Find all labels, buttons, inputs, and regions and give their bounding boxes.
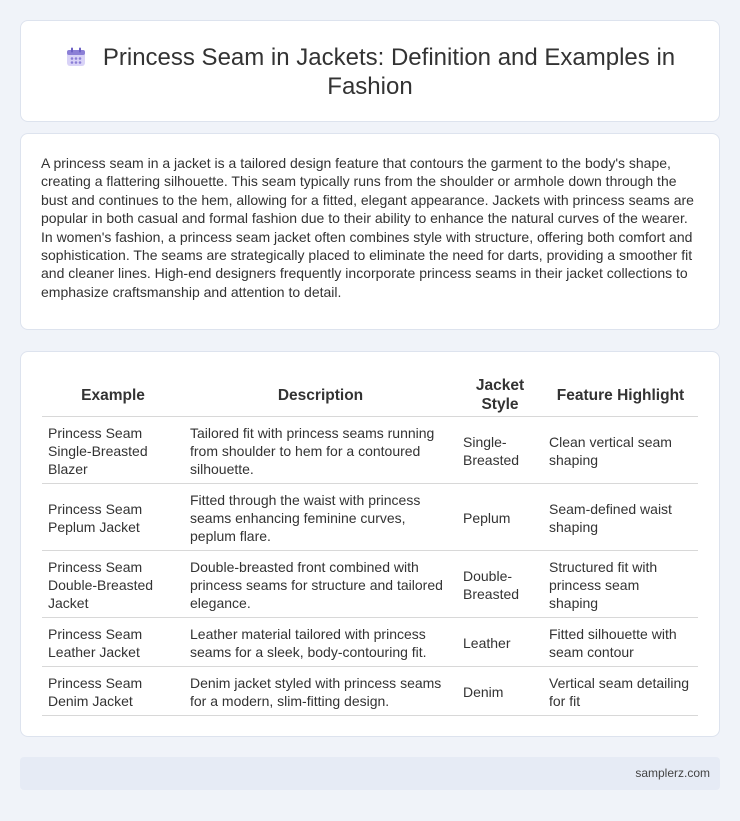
cell-description: Tailored fit with princess seams running from shoulder to hem for a contoured silhouette. bbox=[184, 417, 457, 484]
calendar-icon bbox=[65, 46, 87, 68]
cell-jacket-style: Leather bbox=[457, 618, 543, 667]
page-title-text: Princess Seam in Jackets: Definition and Examples in Fashion bbox=[102, 44, 676, 100]
cell-feature-highlight: Vertical seam detailing for fit bbox=[543, 667, 698, 716]
header-example: Example bbox=[42, 372, 184, 417]
cell-example: Princess Seam Peplum Jacket bbox=[42, 484, 184, 551]
page-title bbox=[61, 43, 679, 101]
cell-jacket-style: Double-Breasted bbox=[457, 551, 543, 618]
header-jacket-style: Jacket Style bbox=[457, 372, 543, 417]
intro-card bbox=[20, 133, 720, 330]
title-card bbox=[20, 20, 720, 122]
footer bbox=[20, 757, 720, 790]
table-card bbox=[20, 351, 720, 737]
table-row bbox=[42, 667, 698, 716]
header-description: Description bbox=[184, 372, 457, 417]
cell-description: Fitted through the waist with princess seams enhancing feminine curves, peplum flare. bbox=[184, 484, 457, 551]
footer-site-link[interactable]: samplerz.com bbox=[635, 766, 710, 780]
cell-jacket-style: Denim bbox=[457, 667, 543, 716]
intro-paragraph: A princess seam in a jacket is a tailored design feature that contours the garment to the body's shape, creating a flattering silhouette. This seam typically runs from the shoulder or armhole down through the bust and continues to the hem, allowing for a fitted, elegant appearance. Jackets with princess seams are popular in both casual and formal fashion due to their ability to enhance the natural curves of the wearer. In women's fashion, a princess seam jacket often combines style with structure, offering both comfort and sophistication. The seams are strategically placed to eliminate the need for darts, providing a smoother fit and cleaner lines. High-end designers frequently incorporate princess seams in their jacket collections to emphasize craftsmanship and attention to detail. bbox=[41, 155, 694, 300]
table-row bbox=[42, 484, 698, 551]
cell-feature-highlight: Structured fit with princess seam shaping bbox=[543, 551, 698, 618]
examples-table bbox=[42, 372, 698, 716]
cell-description: Double-breasted front combined with princess seams for structure and tailored elegance. bbox=[184, 551, 457, 618]
cell-jacket-style: Peplum bbox=[457, 484, 543, 551]
table-row bbox=[42, 417, 698, 484]
header-feature-highlight: Feature Highlight bbox=[543, 372, 698, 417]
table-row bbox=[42, 618, 698, 667]
cell-description: Leather material tailored with princess seams for a sleek, body-contouring fit. bbox=[184, 618, 457, 667]
cell-description: Denim jacket styled with princess seams for a modern, slim-fitting design. bbox=[184, 667, 457, 716]
table-row bbox=[42, 551, 698, 618]
cell-feature-highlight: Seam-defined waist shaping bbox=[543, 484, 698, 551]
cell-example: Princess Seam Single-Breasted Blazer bbox=[42, 417, 184, 484]
cell-feature-highlight: Fitted silhouette with seam contour bbox=[543, 618, 698, 667]
table-header-row bbox=[42, 372, 698, 417]
cell-example: Princess Seam Leather Jacket bbox=[42, 618, 184, 667]
cell-example: Princess Seam Double-Breasted Jacket bbox=[42, 551, 184, 618]
cell-feature-highlight: Clean vertical seam shaping bbox=[543, 417, 698, 484]
cell-example: Princess Seam Denim Jacket bbox=[42, 667, 184, 716]
cell-jacket-style: Single-Breasted bbox=[457, 417, 543, 484]
